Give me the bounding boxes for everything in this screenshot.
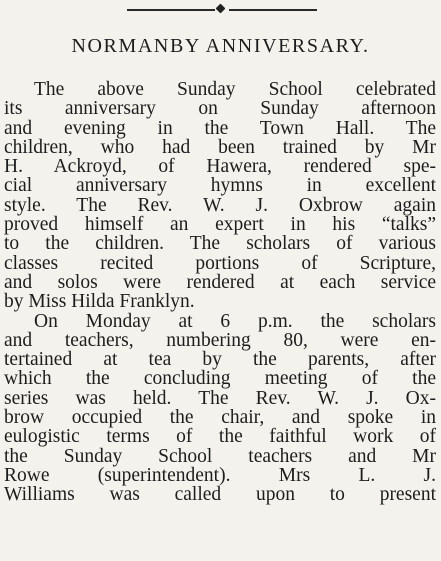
diamond-ornament-icon — [216, 4, 226, 14]
paragraph-2-line: Rowe (superintendent). Mrs L. J. — [4, 464, 436, 486]
paragraph-2-line: On Monday at 6 p.m. the scholars — [34, 310, 436, 332]
paragraph-2-line: series was held. The Rev. W. J. Ox- — [4, 387, 436, 409]
paragraph-2-line: brow occupied the chair, and spoke in — [4, 407, 436, 429]
paragraph-2-line: Williams was called upon to present — [4, 484, 436, 506]
paragraph-1-line: classes recited portions of Scripture, — [4, 252, 436, 274]
paragraph-2-line: the Sunday School teachers and Mr — [4, 445, 436, 467]
article-body — [4, 80, 436, 505]
paragraph-1-line: H. Ackroyd, of Hawera, rendered spe- — [4, 156, 436, 178]
divider-line-left — [127, 9, 215, 11]
paragraph-1-line: and solos were rendered at each service — [4, 271, 436, 293]
article-headline: NORMANBY ANNIVERSARY. — [71, 35, 370, 57]
paragraph-1-line: style. The Rev. W. J. Oxbrow again — [4, 194, 436, 216]
paragraph-1-line: to the children. The scholars of various — [4, 233, 436, 255]
paragraph-2-line: eulogistic terms of the faithful work of — [4, 426, 436, 448]
paragraph-1-line: The above Sunday School celebrated — [34, 79, 436, 100]
paragraph-2-line: tertained at tea by the parents, after — [4, 349, 436, 371]
divider-line-right — [229, 9, 317, 11]
paragraph-1-line: children, who had been trained by Mr — [4, 136, 436, 158]
paragraph-1-line: and evening in the Town Hall. The — [4, 117, 436, 139]
paragraph-1-line: cial anniversary hymns in excellent — [4, 175, 436, 197]
paragraph-2-line: which the concluding meeting of the — [4, 368, 436, 390]
paragraph-1-line: proved himself an expert in his “talks” — [4, 214, 436, 236]
paragraph-1-line: by Miss Hilda Franklyn. — [4, 291, 195, 313]
paragraph-1-line: its anniversary on Sunday afternoon — [4, 98, 436, 120]
paragraph-2-line: and teachers, numbering 80, were en- — [4, 329, 436, 351]
ornamental-divider — [127, 5, 317, 15]
